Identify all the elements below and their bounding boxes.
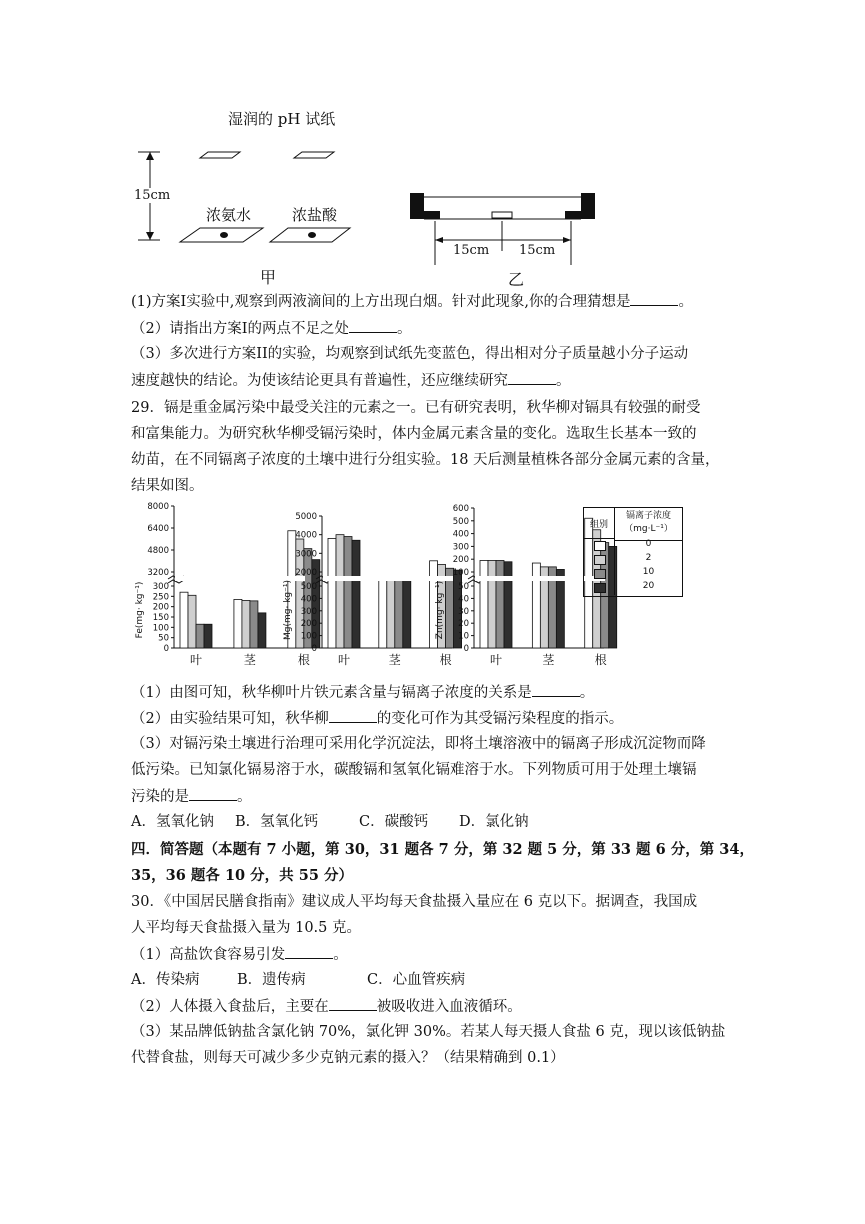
category-label: 茎 [542, 653, 555, 667]
y-tick-label: 20 [458, 619, 469, 630]
y-tick-label: 250 [152, 592, 169, 603]
answer-blank[interactable] [285, 944, 333, 959]
y-tick-label: 600 [452, 504, 469, 514]
bar [504, 562, 512, 648]
legend-concentration-title: 镉离子浓度 [625, 511, 671, 521]
answer-blank[interactable] [329, 996, 377, 1011]
category-label: 茎 [388, 653, 401, 667]
bar [258, 613, 266, 648]
q28-sub2-text: （2）请指出方案I的两点不足之处 [131, 321, 349, 337]
answer-blank[interactable] [349, 318, 397, 333]
y-tick-label: 0 [311, 644, 317, 654]
y-tick-label: 100 [300, 631, 317, 642]
q30-sub2-text: （2）人体摄入食盐后，主要在 [131, 999, 329, 1015]
y-axis-label: Mg(mg· kg⁻¹) [283, 580, 293, 640]
y-axis-label: Zn(mg· kg⁻¹) [435, 580, 445, 640]
y-tick-label: 5000 [295, 512, 317, 522]
y-axis-label: Fe(mg· kg⁻¹) [135, 581, 145, 639]
y-tick-label: 6400 [147, 524, 169, 534]
q28-sub1-end: 。 [678, 294, 693, 310]
y-tick-label: 100 [452, 568, 469, 578]
q29-sub3-line1: （3）对镉污染土壤进行治理可采用化学沉淀法，即将土壤溶液中的镉离子形成沉淀物而降 [131, 736, 706, 752]
legend-vertical-divider [614, 581, 615, 595]
y-tick-label: 40 [458, 594, 469, 605]
q29-option-a[interactable]: A．氢氧化钠 [131, 814, 214, 830]
q30-sub1-text: （1）高盐饮食容易引发 [131, 947, 286, 963]
legend-swatch [594, 583, 606, 593]
q30-sub3-line1: （3）某品牌低钠盐含氯化钠 70%，氯化钾 30%。若某人每天摄人食盐 6 克，现以该低钠盐 [131, 1024, 726, 1040]
y-tick-label: 300 [452, 542, 469, 553]
y-tick-label: 200 [300, 619, 317, 630]
y-tick-label: 3000 [295, 549, 317, 560]
q30-option-a[interactable]: A．传染病 [131, 972, 200, 988]
bar [250, 601, 258, 648]
y-tick-label: 200 [152, 602, 169, 613]
q28-sub2 [131, 318, 411, 339]
axis-break-gap [323, 576, 453, 581]
caption-jia: 甲 [260, 268, 277, 287]
section4-heading-line1: 四．简答题（本题有 7 小题，第 30，31 题各 7 分，第 32 题 5 分，第 33 题 6 分，第 34， [131, 841, 754, 858]
y-tick-label: 0 [163, 644, 169, 654]
bar [532, 563, 540, 648]
legend-swatch [594, 569, 606, 579]
q30-sub1 [131, 944, 348, 965]
bar [196, 624, 204, 648]
legend-level-label: 20 [642, 581, 655, 591]
y-tick-label: 10 [458, 631, 469, 642]
legend-vertical-divider [614, 567, 615, 581]
bar [395, 579, 403, 648]
q29-options [131, 812, 529, 832]
experiment-figure-yi [405, 185, 605, 290]
q28-sub1 [131, 291, 693, 312]
hcl-label: 浓盐酸 [292, 206, 338, 224]
q29-sub2-text: （2）由实验结果可知，秋华柳 [131, 711, 329, 727]
bar [496, 560, 504, 648]
q28-sub3-line2 [131, 370, 571, 391]
q29-sub3-line3 [131, 786, 252, 807]
y-tick-label: 200 [452, 555, 469, 566]
q29-option-d[interactable]: D．氯化钠 [459, 814, 529, 830]
q29-sub1-text: （1）由图可知，秋华柳叶片铁元素含量与镉离子浓度的关系是 [131, 685, 532, 701]
answer-blank[interactable] [329, 708, 377, 723]
q30-sub2 [131, 996, 522, 1017]
bar [188, 595, 196, 648]
ammonia-label: 浓氨水 [206, 206, 252, 224]
bar [556, 569, 564, 648]
bar [204, 624, 212, 648]
legend-concentration-unit: （mg·L⁻¹） [624, 524, 673, 534]
bar [242, 600, 250, 648]
category-label: 叶 [337, 653, 351, 667]
bar [180, 592, 188, 648]
category-label: 根 [297, 653, 310, 667]
ph-paper-label: 湿润的 pH 试纸 [228, 110, 336, 128]
y-tick-label: 500 [300, 582, 317, 592]
y-tick-label: 400 [300, 594, 317, 605]
q30-option-b[interactable]: B．遗传病 [237, 972, 306, 988]
legend-header-concentration [615, 508, 682, 541]
legend-swatch [594, 555, 606, 565]
y-tick-label: 3200 [147, 568, 169, 578]
answer-blank[interactable] [532, 682, 580, 697]
category-label: 叶 [489, 653, 503, 667]
y-tick-label: 4800 [147, 546, 169, 556]
bar [480, 560, 488, 648]
left-distance-label: 15cm [453, 243, 490, 258]
bar [403, 579, 411, 648]
y-tick-label: 50 [458, 582, 469, 592]
category-label: 根 [439, 653, 452, 667]
caption-yi: 乙 [508, 270, 525, 289]
q29-option-c[interactable]: C．碳酸钙 [359, 814, 429, 830]
q30-line2: 人平均每天食盐摄入量为 10.5 克。 [131, 920, 362, 936]
q30-line1: 30．《中国居民膳食指南》建议成人平均每天食盐摄入量应在 6 克以下。据调查，我国成 [131, 894, 698, 910]
y-tick-label: 100 [152, 623, 169, 634]
q29-line2: 和富集能力。为研究秋华柳受镉污染时，体内金属元素含量的变化。选取生长基本一致的 [131, 426, 697, 442]
bar [234, 599, 242, 648]
category-label: 叶 [189, 653, 203, 667]
y-tick-label: 0 [463, 644, 469, 654]
y-tick-label: 150 [152, 613, 169, 623]
bar [344, 537, 352, 648]
q30-sub1-end: 。 [333, 947, 348, 963]
q28-sub1-text: (1)方案I实验中,观察到两液滴间的上方出现白烟。针对此现象,你的合理猜想是 [131, 294, 631, 310]
q29-sub3-text: 污染的是 [131, 789, 189, 805]
q29-sub2 [131, 708, 623, 729]
experiment-figure-jia [120, 100, 380, 290]
bar [387, 579, 395, 648]
y-tick-label: 500 [452, 516, 469, 527]
y-tick-label: 2000 [295, 568, 317, 578]
q29-sub1-end: 。 [579, 685, 595, 701]
q29-option-b[interactable]: B．氢氧化钙 [235, 814, 319, 830]
q30-sub3-line2: 代替食盐，则每天可减少多少克钠元素的摄入？（结果精确到 0.1） [131, 1050, 565, 1066]
legend-header-group: 组别 [584, 508, 615, 539]
legend-swatch [594, 541, 606, 551]
answer-blank[interactable] [630, 291, 678, 306]
legend-level-label: 10 [642, 567, 655, 577]
bar [352, 540, 360, 648]
category-label: 茎 [243, 653, 256, 667]
category-label: 根 [594, 653, 607, 667]
y-tick-label: 4000 [295, 530, 317, 541]
bar [328, 538, 336, 648]
y-tick-label: 400 [452, 529, 469, 540]
legend-table [583, 507, 683, 597]
bar [336, 535, 344, 648]
y-tick-label: 300 [300, 606, 317, 617]
bar [488, 560, 496, 648]
q29-sub2-end: 的变化可作为其受镉污染程度的指示。 [376, 711, 624, 727]
legend-level-label: 2 [645, 553, 652, 563]
y-tick-label: 50 [158, 633, 169, 644]
q28-sub3-end: 。 [556, 373, 571, 389]
section4-heading-line2: 35，36 题各 10 分，共 55 分） [131, 867, 353, 884]
experiment-yi-drawing [405, 185, 605, 290]
legend-vertical-divider [614, 553, 615, 567]
q29-line1: 29．镉是重金属污染中最受关注的元素之一。已有研究表明，秋华柳对镉具有较强的耐受 [131, 400, 701, 416]
q28-sub3-line1: （3）多次进行方案II的实验，均观察到试纸先变蓝色，得出相对分子质量越小分子运动 [131, 346, 689, 362]
bar [379, 579, 387, 648]
y-tick-label: 30 [458, 606, 469, 617]
answer-blank[interactable] [508, 370, 556, 385]
q30-options [131, 970, 465, 990]
height-label: 15cm [134, 188, 171, 203]
q28-sub3-text: 速度越快的结论。为使该结论更具有普遍性，还应继续研究 [131, 373, 508, 389]
y-tick-label: 8000 [147, 502, 169, 512]
q29-sub1 [131, 682, 594, 703]
q30-option-c[interactable]: C．心血管疾病 [367, 972, 466, 988]
answer-blank[interactable] [189, 786, 237, 801]
q29-sub3-line2: 低污染。已知氯化镉易溶于水，碳酸镉和氢氧化镉难溶于水。下列物质可用于处理土壤镉 [131, 762, 697, 778]
q29-sub3-end: 。 [237, 789, 252, 805]
q29-line4: 结果如图。 [131, 478, 204, 494]
right-distance-label: 15cm [519, 243, 556, 258]
y-tick-label: 300 [152, 582, 169, 592]
q28-sub2-end: 。 [396, 321, 412, 337]
q29-line3: 幼苗，在不同镉离子浓度的土壤中进行分组实验。18 天后测量植株各部分金属元素的含量， [131, 452, 720, 468]
q30-sub2-end: 被吸收进入血液循环。 [376, 999, 522, 1015]
legend-vertical-divider [614, 539, 615, 553]
legend-level-label: 0 [645, 539, 652, 549]
